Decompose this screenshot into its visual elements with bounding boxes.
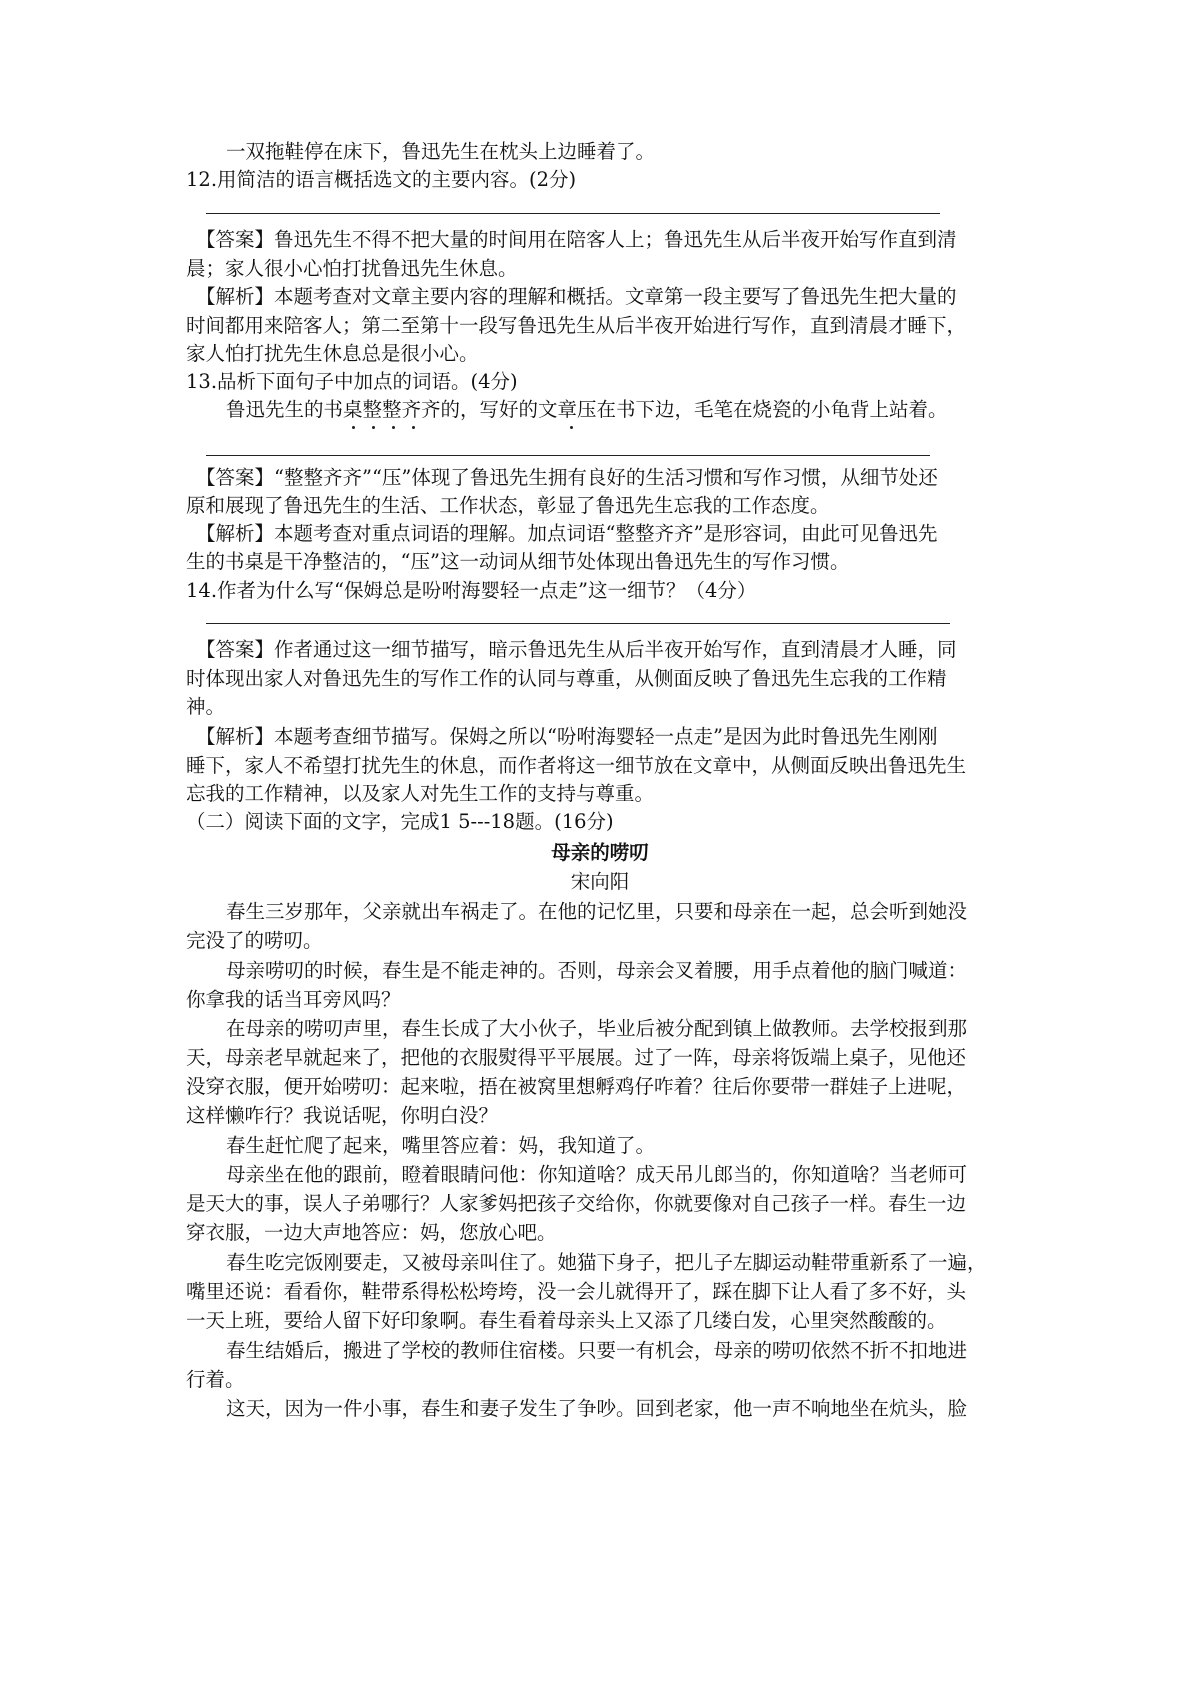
paragraph-line: 穿衣服，一边大声地答应：妈，您放心吧。 <box>186 1221 557 1244</box>
question-14: 14.作者为什么写“保姆总是吩咐海婴轻一点走”这一细节？（4分） <box>186 579 757 602</box>
answer-line: 神。 <box>186 695 226 718</box>
answer-line: 晨；家人很小心怕打扰鲁迅先生休息。 <box>186 257 518 280</box>
paragraph-line: 春生结婚后，搬进了学校的教师住宿楼。只要一有机会，母亲的唠叨依然不折不扣地进 <box>226 1339 968 1362</box>
analysis-line: 【解析】本题考查对文章主要内容的理解和概括。文章第一段主要写了鲁迅先生把大量的 <box>196 285 957 308</box>
section-heading: （二）阅读下面的文字，完成1 5---18题。(16分) <box>186 810 614 833</box>
emphasis-dot <box>570 426 573 429</box>
answer-line: 原和展现了鲁迅先生的生活、工作状态，彰显了鲁迅先生忘我的工作态度。 <box>186 494 830 517</box>
paragraph-line: 春生吃完饭刚要走，又被母亲叫住了。她猫下身子，把儿子左脚运动鞋带重新系了一遍， <box>226 1251 987 1274</box>
paragraph-line: 一天上班，要给人留下好印象啊。春生看着母亲头上又添了几缕白发，心里突然酸酸的。 <box>186 1309 947 1332</box>
emphasis-dot <box>372 426 375 429</box>
analysis-line: 时间都用来陪客人；第二至第十一段写鲁迅先生从后半夜开始进行写作，直到清晨才睡下， <box>186 314 967 337</box>
paragraph-line: 这样懒咋行？我说话呢，你明白没？ <box>186 1104 499 1127</box>
emphasis-dot <box>352 426 355 429</box>
paragraph-line: 春生三岁那年，父亲就出车祸走了。在他的记忆里，只要和母亲在一起，总会听到她没 <box>226 900 968 923</box>
answer-blank-line <box>206 455 930 456</box>
paragraph-line: 在母亲的唠叨声里，春生长成了大小伙子，毕业后被分配到镇上做教师。去学校报到那 <box>226 1017 968 1040</box>
analysis-line: 睡下，家人不希望打扰先生的休息，而作者将这一细节放在文章中，从侧面反映出鲁迅先生 <box>186 754 967 777</box>
paragraph-line: 行着。 <box>186 1368 245 1391</box>
article-title: 母亲的唠叨 <box>551 841 649 864</box>
paragraph-line: 春生赶忙爬了起来，嘴里答应着：妈，我知道了。 <box>226 1134 656 1157</box>
analysis-line: 忘我的工作精神，以及家人对先生工作的支持与尊重。 <box>186 782 655 805</box>
paragraph-line: 母亲坐在他的跟前，瞪着眼睛问他：你知道啥？成天吊儿郎当的，你知道啥？当老师可 <box>226 1163 968 1186</box>
analysis-line: 【解析】本题考查对重点词语的理解。加点词语“整整齐齐”是形容词，由此可见鲁迅先 <box>196 522 938 545</box>
analysis-line: 家人怕打扰先生休息总是很小心。 <box>186 342 479 365</box>
paragraph-line: 没穿衣服，便开始唠叨：起来啦，捂在被窝里想孵鸡仔咋着？往后你要带一群娃子上进呢， <box>186 1075 967 1098</box>
answer-blank-line <box>206 213 940 214</box>
question-12: 12.用简洁的语言概括选文的主要内容。(2分) <box>186 168 577 191</box>
answer-line: 【答案】“整整齐齐”“压”体现了鲁迅先生拥有良好的生活习惯和写作习惯，从细节处还 <box>196 466 938 489</box>
paragraph-line: 你拿我的话当耳旁风吗？ <box>186 988 401 1011</box>
text-line: 一双拖鞋停在床下，鲁迅先生在枕头上边睡着了。 <box>226 140 656 163</box>
paragraph-line: 完没了的唠叨。 <box>186 929 323 952</box>
article-author: 宋向阳 <box>570 870 630 893</box>
emphasis-dot <box>392 426 395 429</box>
paragraph-line: 天，母亲老早就起来了，把他的衣服熨得平平展展。过了一阵，母亲将饭端上桌子，见他还 <box>186 1046 967 1069</box>
quoted-sentence: 鲁迅先生的书桌整整齐齐的，写好的文章压在书下边，毛笔在烧瓷的小龟背上站着。 <box>226 398 948 421</box>
paragraph-line: 母亲唠叨的时候，春生是不能走神的。否则，母亲会叉着腰，用手点着他的脑门喊道： <box>226 959 968 982</box>
answer-line: 时体现出家人对鲁迅先生的写作工作的认同与尊重，从侧面反映了鲁迅先生忘我的工作精 <box>186 667 947 690</box>
paragraph-line: 是天大的事，误人子弟哪行？人家爹妈把孩子交给你，你就要像对自己孩子一样。春生一边 <box>186 1192 967 1215</box>
paragraph-line: 嘴里还说：看看你，鞋带系得松松垮垮，没一会儿就得开了，踩在脚下让人看了多不好，头 <box>186 1280 967 1303</box>
emphasis-dot <box>412 426 415 429</box>
analysis-line: 生的书桌是干净整洁的，“压”这一动词从细节处体现出鲁迅先生的写作习惯。 <box>186 550 850 573</box>
question-13: 13.品析下面句子中加点的词语。(4分) <box>186 370 518 393</box>
analysis-line: 【解析】本题考查细节描写。保姆之所以“吩咐海婴轻一点走”是因为此时鲁迅先生刚刚 <box>196 725 938 748</box>
answer-line: 【答案】鲁迅先生不得不把大量的时间用在陪客人上；鲁迅先生从后半夜开始写作直到清 <box>196 228 957 251</box>
answer-blank-line <box>206 623 950 624</box>
paragraph-line: 这天，因为一件小事，春生和妻子发生了争吵。回到老家，他一声不响地坐在炕头，脸 <box>226 1397 968 1420</box>
answer-line: 【答案】作者通过这一细节描写，暗示鲁迅先生从后半夜开始写作，直到清晨才人睡，同 <box>196 638 957 661</box>
